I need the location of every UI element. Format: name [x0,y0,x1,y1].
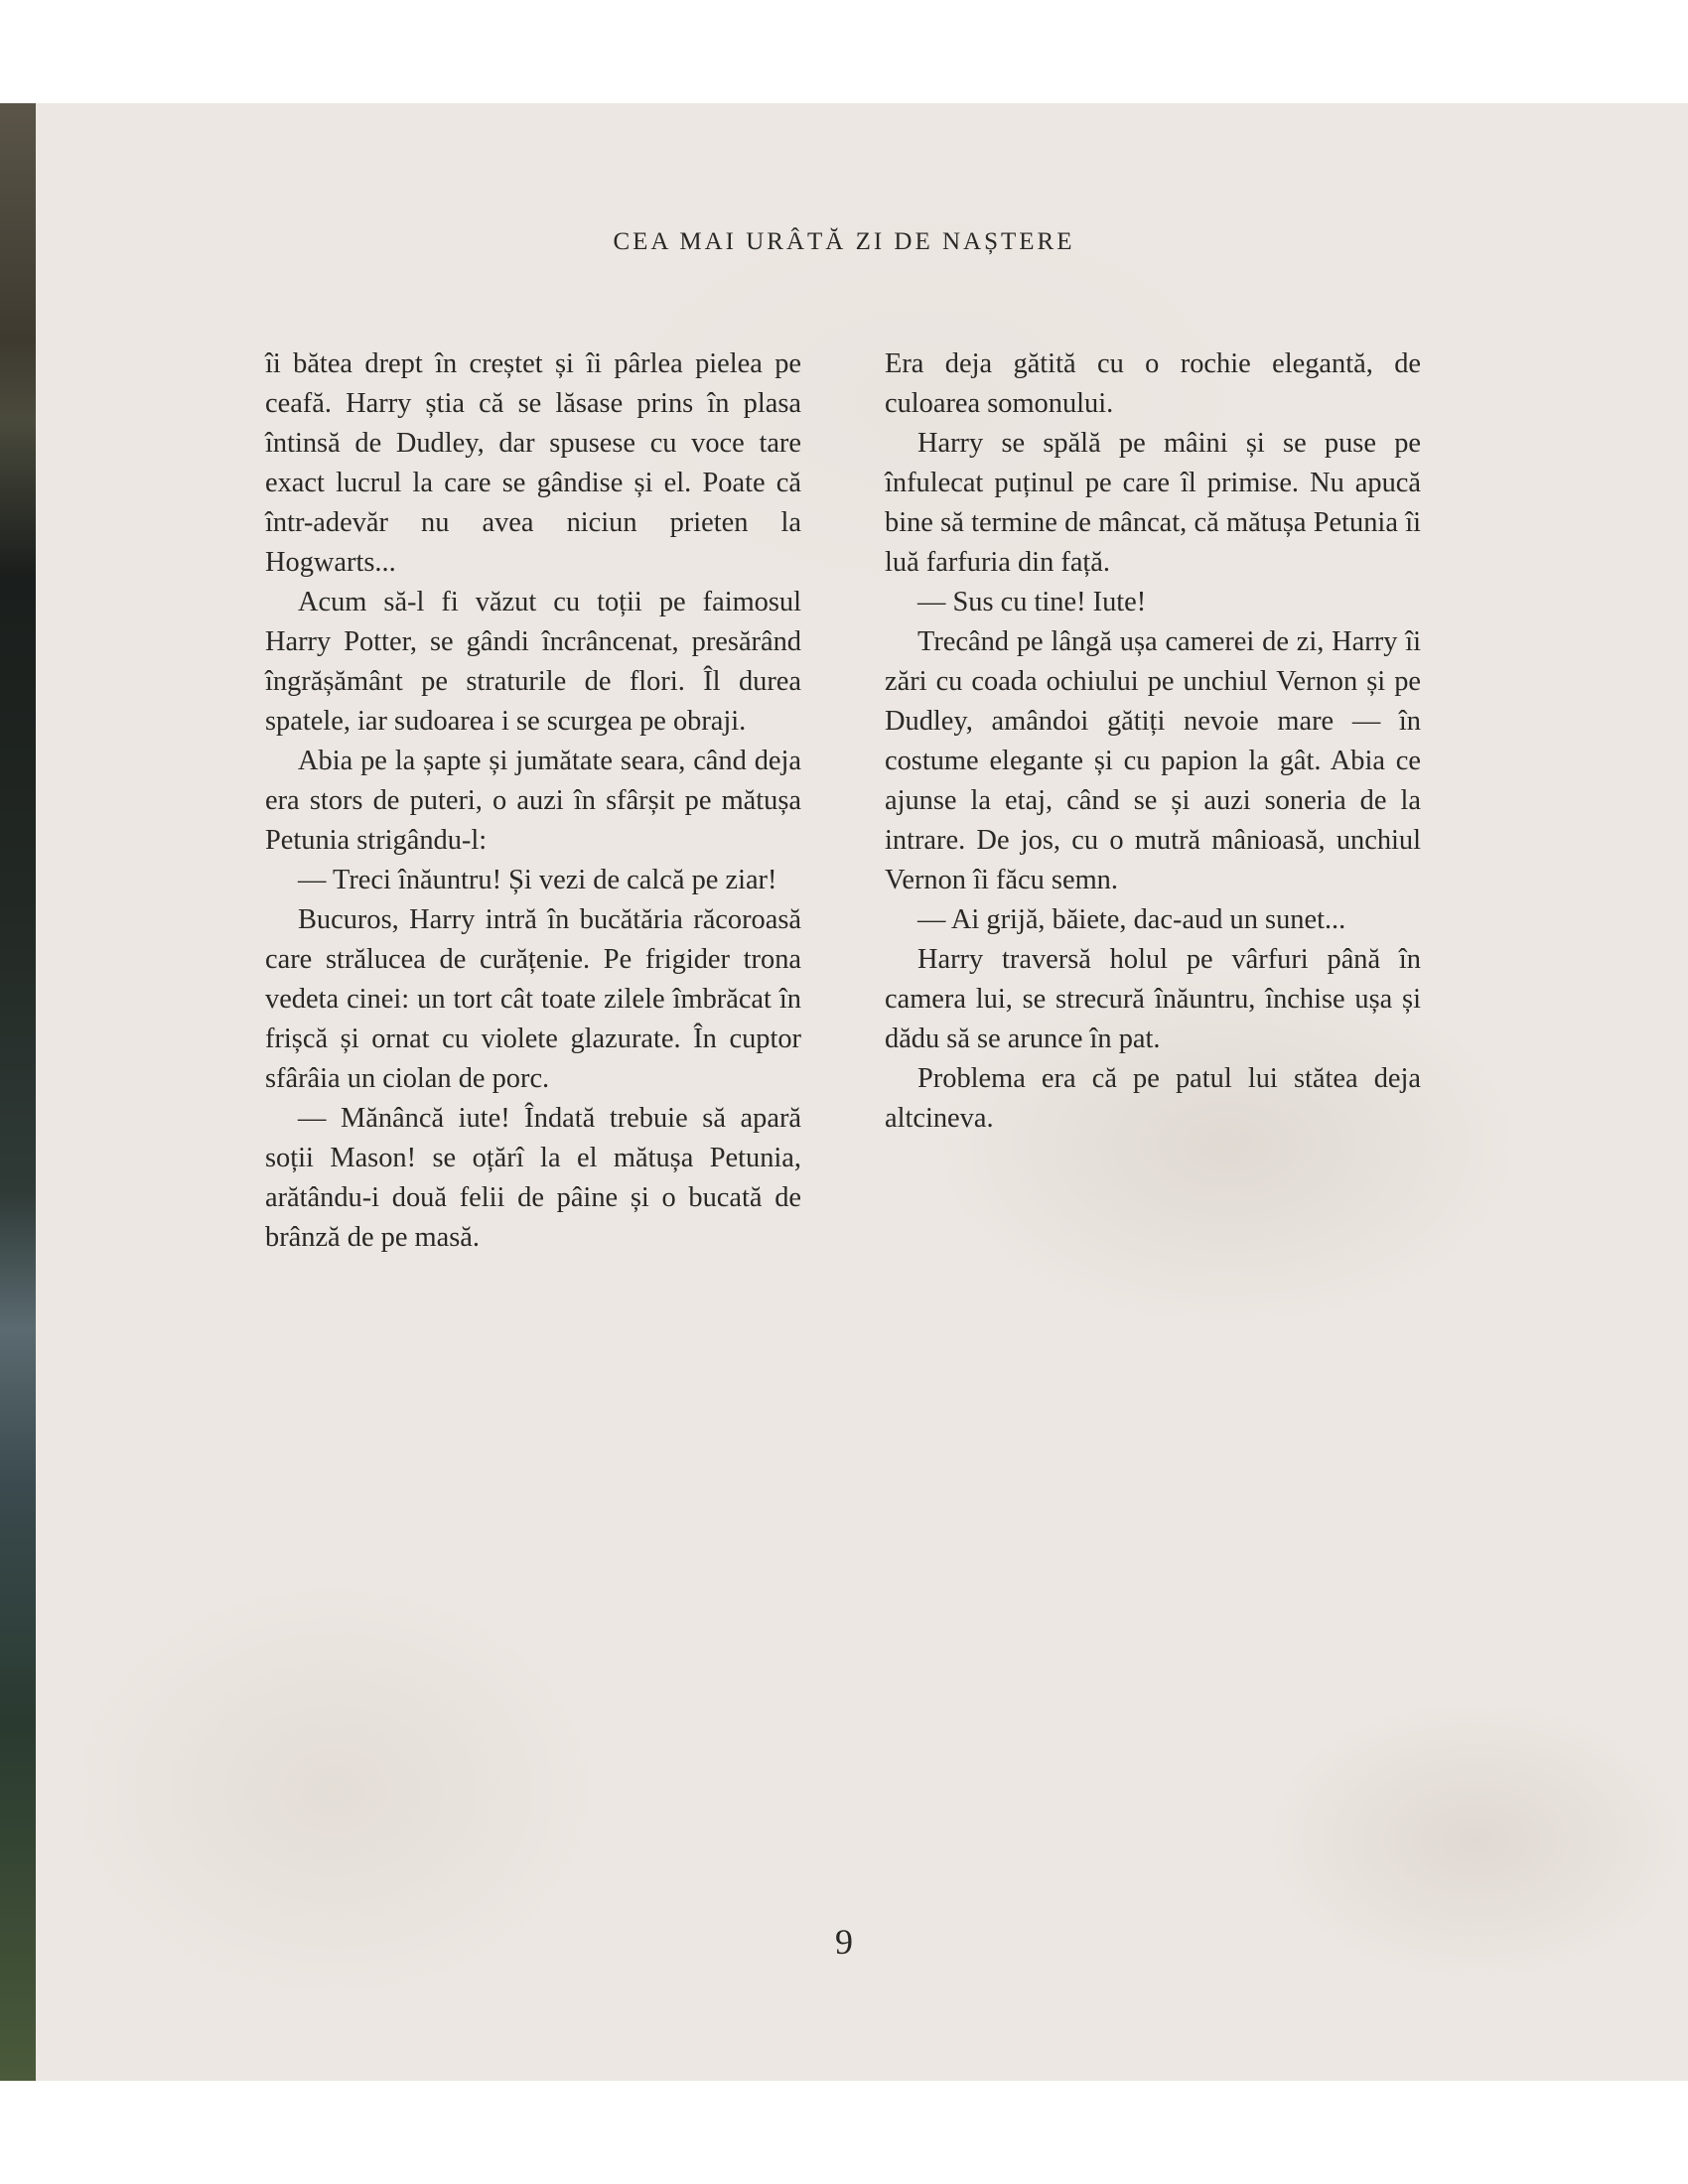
paragraph: Problema era că pe patul lui stătea deja altcineva. [885,1063,1421,1134]
paragraph: Harry traversă holul pe vârfuri până în camera lui, se strecură înăuntru, închise ușa și dădu să se arunce în pat. [885,944,1421,1054]
paragraph: Trecând pe lângă ușa camerei de zi, Harry îi zări cu coada ochiului pe unchiul Vernon și pe Dudley, amândoi gătiți nevoie mare — în costume elegante și cu papion la gât. Abia ce ajunse la etaj, când se și auzi soneria de la intrare. De jos, cu o mutră mânioasă, unchiul Vernon îi făcu semn. [885,626,1421,895]
paragraph: Harry se spălă pe mâini și se puse pe înfulecat puținul pe care îl primise. Nu apucă bine să termine de mâncat, că mătușa Petunia îi luă farfuria din față. [885,428,1421,578]
running-head: CEA MAI URÂTĂ ZI DE NAȘTERE [613,228,1075,255]
page-number: 9 [835,1922,853,1962]
text-column-right [885,344,1421,1139]
dialogue-line: — Ai grijă, băiete, dac-aud un sunet... [917,904,1346,935]
adjacent-page-illustration-strip [0,103,36,2081]
dialogue-line: — Sus cu tine! Iute! [917,587,1147,617]
paragraph: îi bătea drept în creștet și îi pârlea pielea pe ceafă. Harry știa că se lăsase prins în plasa întinsă de Dudley, dar spusese cu voce tare exact lucrul la care se gândise și el. Poate că într-adevăr nu avea niciun prieten la Hogwarts... [265,348,801,578]
paragraph: Acum să-l fi văzut cu toții pe faimosul Harry Potter, se gândi încrâncenat, presărând îngrășământ pe straturile de flori. Îl durea spatele, iar sudoarea i se scurgea pe obraji. [265,587,801,737]
dialogue-line: — Mănâncă iute! Îndată trebuie să apară soții Mason! se oțărî la el mătușa Petunia, arătându-i două felii de pâine și o bucată de brânză de pe masă. [265,1103,801,1253]
paragraph: Era deja gătită cu o rochie elegantă, de culoarea somonului. [885,348,1421,419]
paragraph: Abia pe la șapte și jumătate seara, când deja era stors de puteri, o auzi în sfârșit pe mătușa Petunia strigându-l: [265,746,801,856]
dialogue-line: — Treci înăuntru! Și vezi de calcă pe ziar! [298,865,777,895]
text-column-left [265,344,801,1258]
paragraph: Bucuros, Harry intră în bucătăria răcoroasă care strălucea de curățenie. Pe frigider trona vedeta cinei: un tort cât toate zilele îmbrăcat în frișcă și ornat cu violete glazurate. În cuptor sfârâia un ciolan de porc. [265,904,801,1094]
